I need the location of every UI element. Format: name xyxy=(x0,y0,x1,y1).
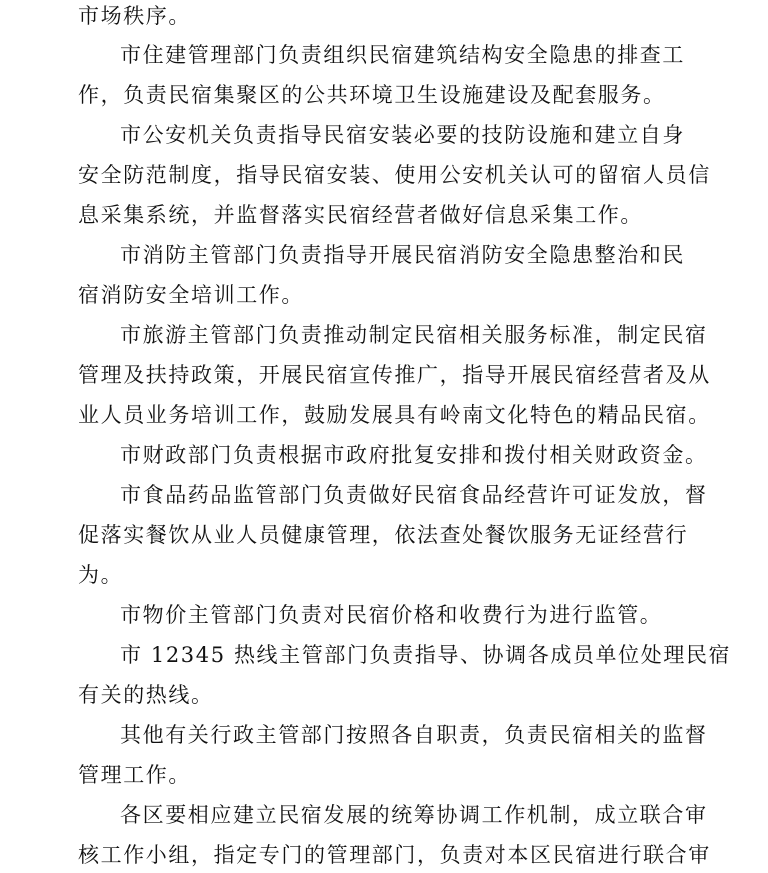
text-line: 业人员业务培训工作，鼓励发展具有岭南文化特色的精品民宿。 xyxy=(78,403,711,427)
text-line: 有关的热线。 xyxy=(78,683,214,707)
text-line: 核工作小组，指定专门的管理部门，负责对本区民宿进行联合审 xyxy=(78,843,711,867)
text-line: 安全防范制度，指导民宿安装、使用公安机关认可的留宿人员信 xyxy=(78,163,711,187)
paragraph-line: 市旅游主管部门负责推动制定民宿相关服务标准，制定民宿 xyxy=(120,323,708,347)
text-line: 市场秩序。 xyxy=(78,4,191,28)
paragraph-line: 市 12345 热线主管部门负责指导、协调各成员单位处理民宿 xyxy=(120,643,732,667)
text-line: 促落实餐饮从业人员健康管理，依法查处餐饮服务无证经营行 xyxy=(78,523,689,547)
paragraph-line: 市公安机关负责指导民宿安装必要的技防设施和建立自身 xyxy=(120,123,685,147)
text-line: 管理及扶持政策，开展民宿宣传推广，指导开展民宿经营者及从 xyxy=(78,363,711,387)
paragraph-line: 各区要相应建立民宿发展的统筹协调工作机制，成立联合审 xyxy=(120,803,708,827)
paragraph-line: 市食品药品监管部门负责做好民宿食品经营许可证发放，督 xyxy=(120,483,708,507)
text-line: 息采集系统，并监督落实民宿经营者做好信息采集工作。 xyxy=(78,203,643,227)
paragraph-line: 市消防主管部门负责指导开展民宿消防安全隐患整治和民 xyxy=(120,243,685,267)
text-line: 为。 xyxy=(78,563,124,587)
paragraph-line: 市住建管理部门负责组织民宿建筑结构安全隐患的排查工 xyxy=(120,43,685,67)
paragraph-line: 其他有关行政主管部门按照各自职责，负责民宿相关的监督 xyxy=(120,723,708,747)
text-line: 管理工作。 xyxy=(78,763,191,787)
paragraph-line: 市物价主管部门负责对民宿价格和收费行为进行监管。 xyxy=(120,603,663,627)
paragraph-line: 市财政部门负责根据市政府批复安排和拨付相关财政资金。 xyxy=(120,443,708,467)
text-line: 作，负责民宿集聚区的公共环境卫生设施建设及配套服务。 xyxy=(78,83,666,107)
text-line: 宿消防安全培训工作。 xyxy=(78,283,304,307)
